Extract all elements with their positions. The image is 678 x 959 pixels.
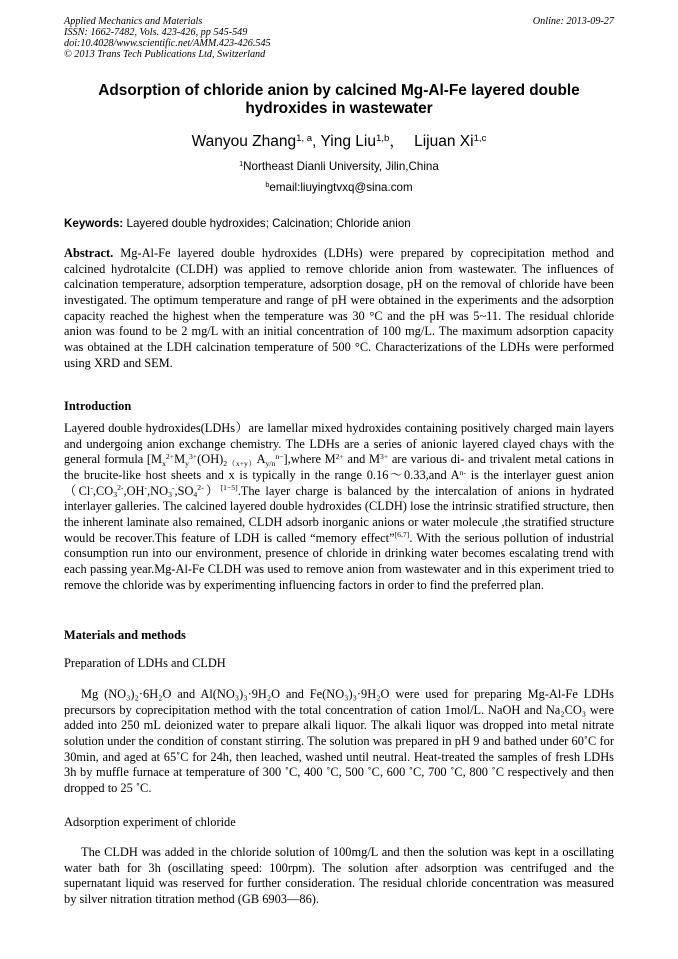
copyright-line: © 2013 Trans Tech Publications Ltd, Switzerland <box>64 49 266 60</box>
intro-sup: 2+ <box>335 452 344 462</box>
intro-text: M <box>174 452 186 467</box>
abstract-label: Abstract. <box>64 246 114 260</box>
intro-sub: x <box>162 458 166 468</box>
author-affiliation-mark: 1,b <box>375 132 390 144</box>
paper-title: Adsorption of chloride anion by calcined Mg-Al-Fe layered double hydroxides in wastewater <box>98 82 580 117</box>
intro-sub: y/n <box>265 458 276 468</box>
intro-sup: n− <box>275 452 284 462</box>
keywords-text: Layered double hydroxides; Calcination; Chloride anion <box>123 217 411 230</box>
email-mark: b <box>265 180 270 190</box>
intro-text: ,NO <box>147 483 169 498</box>
preparation-paragraph: Mg (NO₃)₂·6H₂O and Al(NO₃)₃·9H₂O and Fe(NO₃)₃·9H₂O were used for preparing Mg-Al-Fe LDHs precursors by coprecipitation method with the total concentration of cation 1mol/L. NaOH and Na₂CO₃ were added into 250 mL deionized water to prepare alkali liquor. The alkali liquor was dropped into metal nitrate solution under the condition of constant stirring. The solution was prepared in pH 9 and bathed under 60˚C for 30min, and aged at 65˚C for 24h, then leached, washed until neutral. Heat-treated the samples of fresh LDHs 3h by muffle furnace at temperature of 300 ˚C, 400 ˚C, 500 ˚C, 600 ˚C, 700 ˚C, 800 ˚C respectively and then dropped to 25 ˚C. <box>64 687 614 795</box>
intro-text: are various di- and trivalent metal cations in the brucite-like host sheets and x is typically in the range 0.16～0.33,and A <box>64 452 614 482</box>
intro-sup: - <box>171 483 175 493</box>
email-text: email:liuyingtvxq@sina.com <box>269 181 413 194</box>
intro-text: Layered double hydroxides(LDHs）are lamellar mixed hydroxides containing positively charged main layers and undergoing anion exchange chemistry. The LDHs are a series of anionic layered clayed chays with the general formula [M <box>64 421 614 467</box>
online-date: Online: 2013-09-27 <box>532 16 614 27</box>
author-name: Lijuan Xi <box>414 133 474 150</box>
intro-sup: - <box>90 483 93 493</box>
abstract <box>64 246 614 371</box>
intro-text: ,OH <box>123 483 145 498</box>
intro-sup: 2- <box>197 483 204 493</box>
introduction-heading: Introduction <box>64 399 132 413</box>
intro-text: ,CO <box>92 483 114 498</box>
author-email <box>64 181 614 194</box>
author-name: Ying Liu <box>320 133 376 150</box>
affiliation <box>64 160 614 173</box>
intro-sub: 3 <box>168 489 172 499</box>
intro-text: A <box>256 452 266 467</box>
intro-sub: y <box>185 458 189 468</box>
intro-text: ,SO <box>174 483 194 498</box>
intro-text: ],where M <box>283 452 336 467</box>
affiliation-mark: 1 <box>239 159 244 169</box>
intro-sub: 3 <box>113 489 118 499</box>
intro-text: (OH) <box>197 452 224 467</box>
materials-heading: Materials and methods <box>64 628 186 642</box>
intro-text: ） <box>203 483 221 498</box>
author-list <box>64 133 614 151</box>
introduction-paragraph <box>64 421 614 593</box>
intro-sup: 2+ <box>165 452 175 462</box>
intro-sup: 2- <box>117 483 124 493</box>
citation: [1−5] <box>220 483 238 493</box>
intro-text: . With the serious pollution of industrial consumption run into our environment, presence of chloride in drinking water becomes escalating trend with each passing year.Mg-Al-Fe CLDH was used to remove anion from wastewater and in this experiment tried to remove the chloride was by experimenting influencing factors in order to find the preferred plan. <box>64 530 614 592</box>
keywords-label: Keywords: <box>64 217 124 230</box>
intro-text: is the interlayer guest anion（Cl <box>64 467 615 498</box>
adsorption-paragraph: The CLDH was added in the chloride solution of 100mg/L and then the solution was kept in a oscillating water bath for 3h (oscillating speed: 100rpm). The solution after adsorption was centrifuged and the supernatant liquid was reserved for further consideration. The residual chloride concentration was measured by silver nitration titration method (GB 6903—86). <box>64 845 614 906</box>
author-name: Wanyou Zhang <box>191 133 297 150</box>
affiliation-text: Northeast Dianli University, Jilin,China <box>243 160 439 173</box>
intro-text: .The layer charge is balanced by the intercalation of anions in hydrated interlayer galleries. The calcined layered double hydroxides (CLDH) lose the intrinsic stratified structure, then the inherent laminate also remained, CLDH adsorb inorganic anions or water molecule ,the stratified structure would be recover.This feature of LDH is called “memory effect” <box>64 483 614 545</box>
issn-line: ISSN: 1662-7482, Vols. 423-426, pp 545-549 <box>64 27 248 38</box>
keywords <box>64 217 614 230</box>
intro-sub: 4 <box>193 489 198 499</box>
doi-line: doi:10.4028/www.scientific.net/AMM.423-426.545 <box>64 38 271 49</box>
subsection-heading: Adsorption experiment of chloride <box>64 815 236 829</box>
author-separator: , <box>312 133 321 150</box>
intro-sup: 3+ <box>188 452 198 462</box>
journal-header <box>64 16 271 60</box>
citation: [6,7] <box>394 530 410 540</box>
subsection-heading: Preparation of LDHs and CLDH <box>64 656 226 670</box>
journal-name: Applied Mechanics and Materials <box>64 16 203 27</box>
author-affiliation-mark: 1,c <box>473 132 487 144</box>
intro-sup: - <box>144 483 148 493</box>
intro-sup: n- <box>459 467 467 477</box>
intro-sub: 2（x+y） <box>223 458 257 468</box>
intro-sup: 3+ <box>380 452 389 462</box>
author-affiliation-mark: 1, a <box>296 132 313 144</box>
abstract-text: Mg-Al-Fe layered double hydroxides (LDHs) were prepared by coprecipitation method and calcined hydrotalcite (CLDH) was applied to remove chloride anion from wastewater. The influences of calcination temperature, adsorption temperature, adsorption dosage, pH on the removal of chloride have been investigated. The optimum temperature and range of pH were obtained in the experiments and the adsorption capacity reached the highest when the temperature was 30 °C and the pH was 5~11. The residual chloride anion was found to be 2 mg/L with an initial concentration of 100 mg/L. The maximum adsorption capacity was obtained at the LDH calcination temperature of 500 °C. Characterizations of the LDHs were performed using XRD and SEM. <box>64 246 614 370</box>
intro-text: and M <box>343 452 381 467</box>
author-separator: ， <box>389 133 410 150</box>
